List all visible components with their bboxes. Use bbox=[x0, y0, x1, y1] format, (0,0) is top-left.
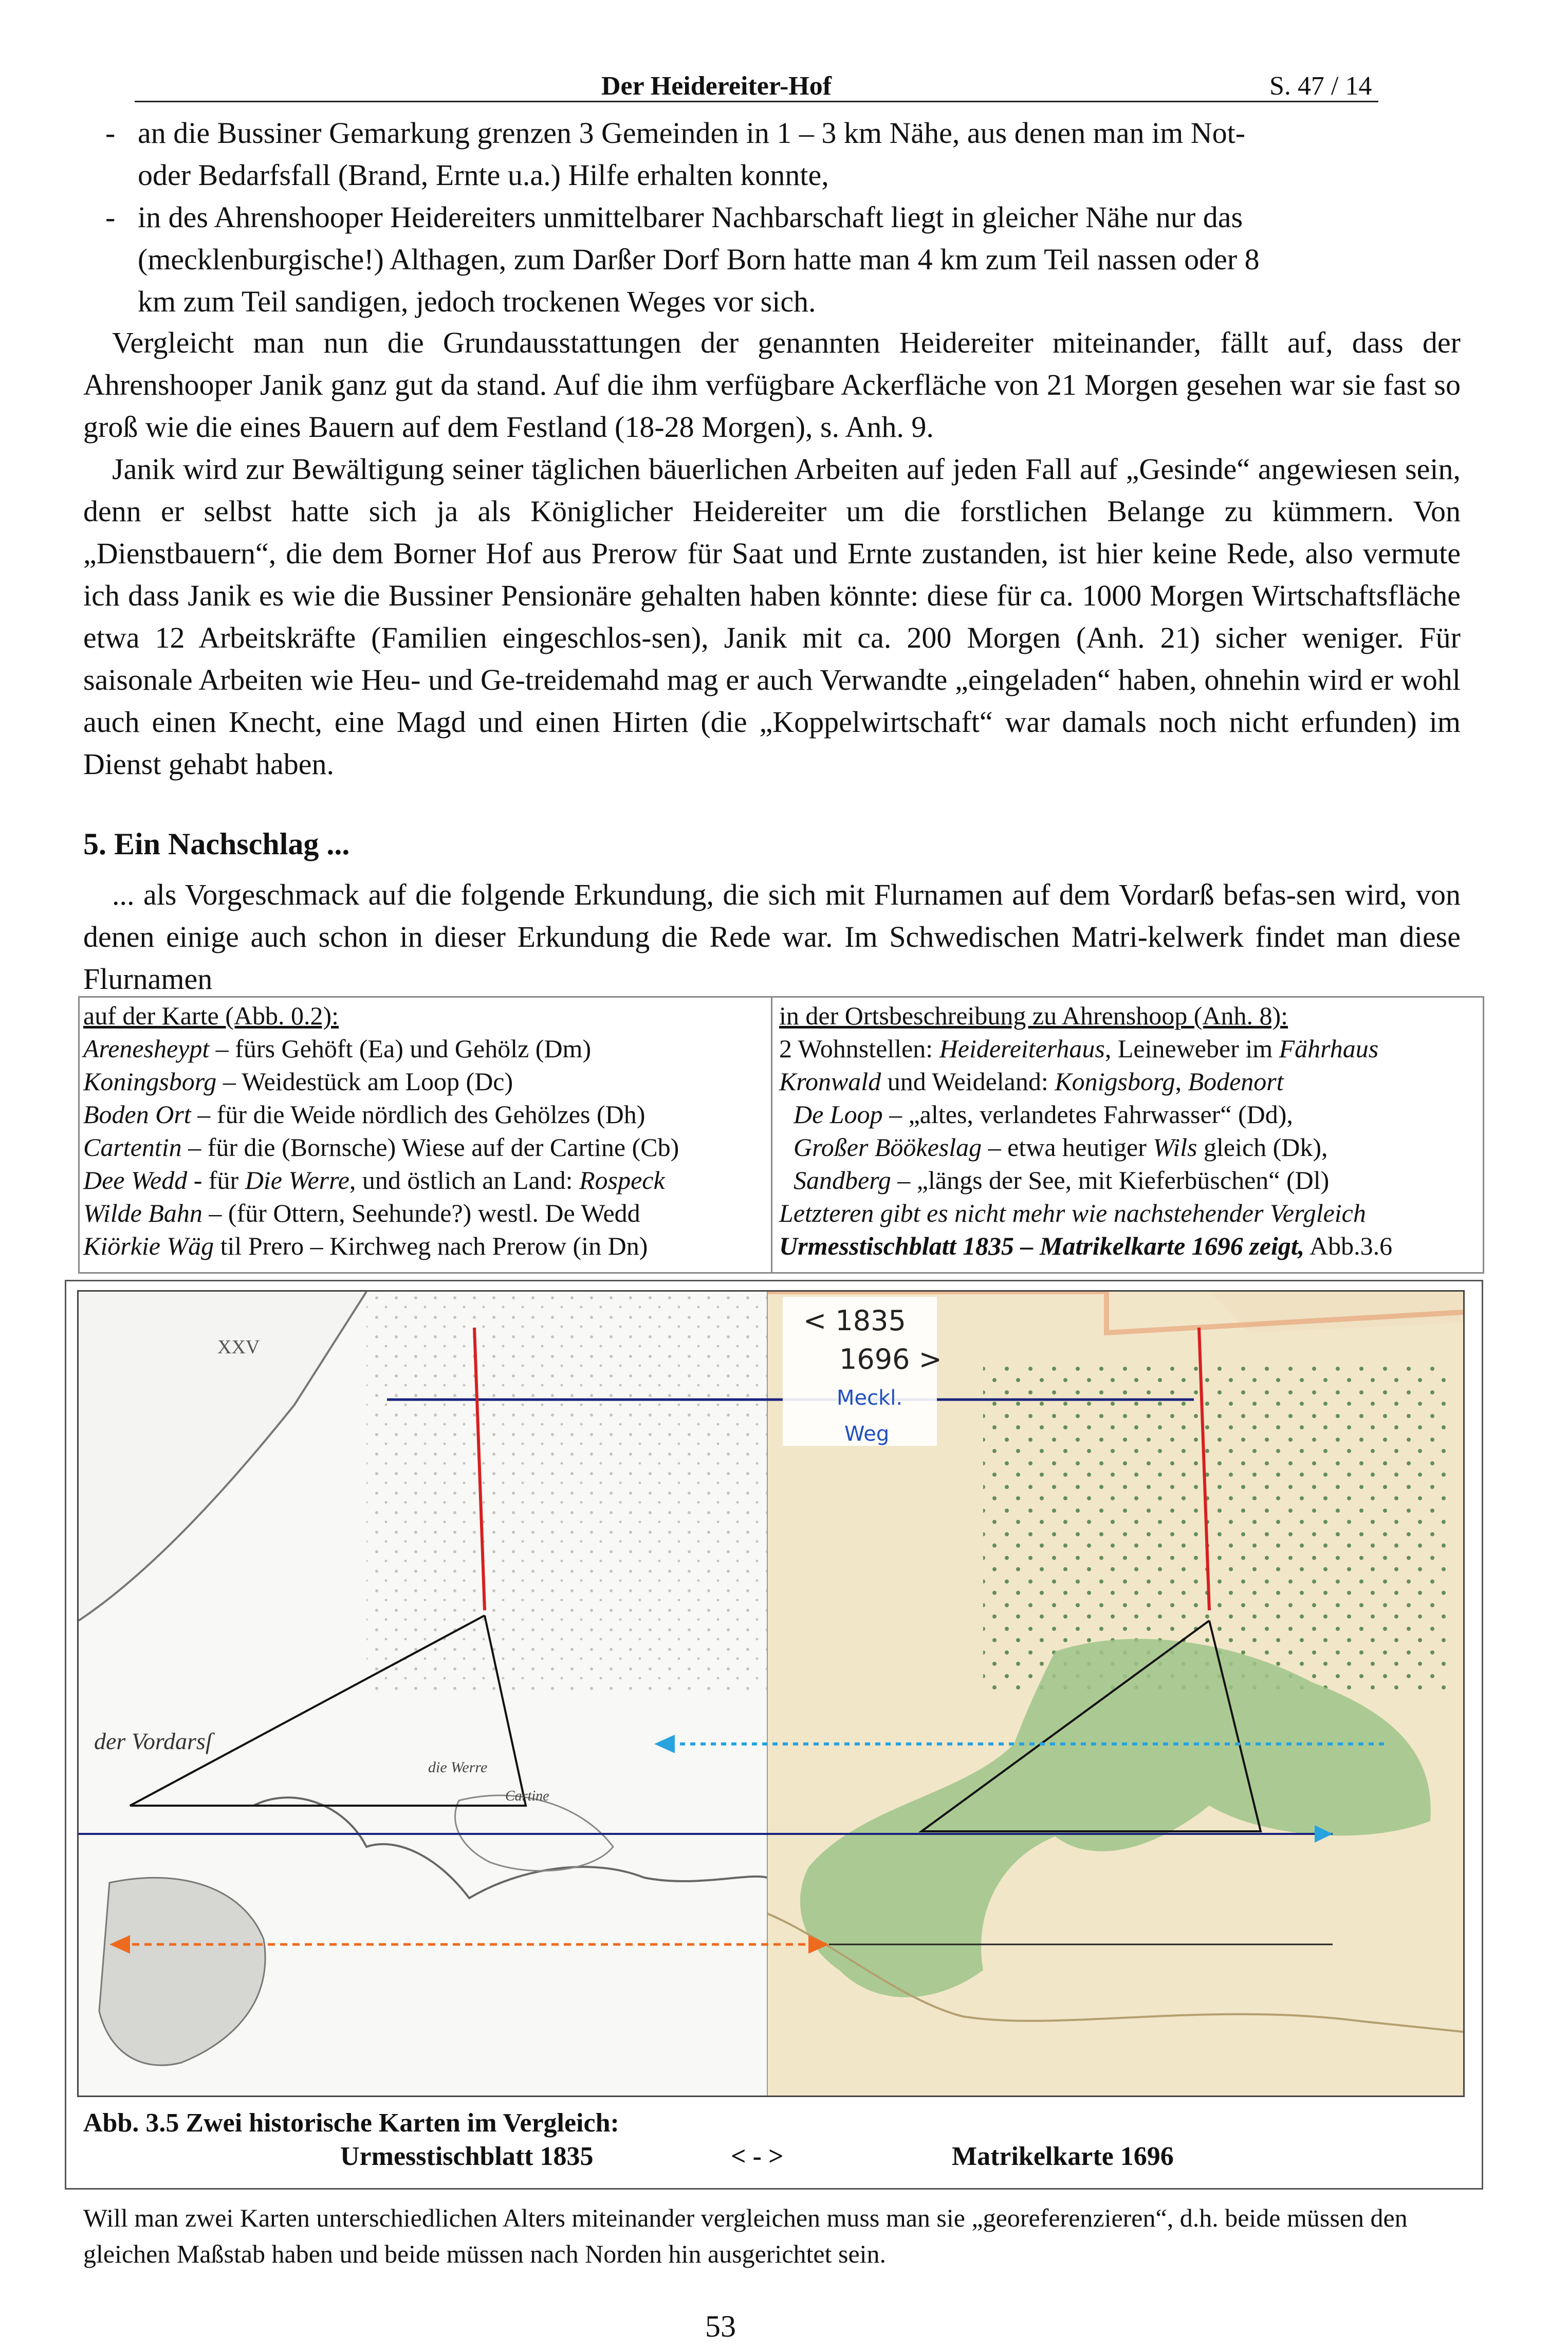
paragraph-gesinde: Janik wird zur Bewältigung seiner täglichen bäuerlichen Arbeiten auf jeden Fall auf „Gesinde“ angewiesen sein, denn er selbst hatte sich ja als Königlicher Heidereiter um die forstlichen Belange zu kümmern. Von „Dienstbauern“, die dem Borner Hof aus Prerow für Saat und Ernte zustanden, ist hier keine Rede, also vermute ich dass Janik es wie die Bussiner Pensionäre gehalten haben könnte: diese für ca. 1000 Morgen Wirtschaftsfläche etwa 12 Arbeitskräfte (Familien eingeschlos-sen), Janik mit ca. 200 Morgen (Anh. 21) sicher weniger. Für saisonale Arbeiten wie Heu- und Ge-treidemahd mag er auch Verwandte „eingeladen“ haben, ohnehin wird er wohl auch einen Knecht, eine Magd und einen Hirten (die „Koppelwirtschaft“ war damals noch nicht erfunden) im Dienst gehabt haben. bbox=[83, 452, 1461, 781]
table-row: Arenesheypt – fürs Gehöft (Ea) und Gehölz (Dm) bbox=[83, 1034, 592, 1063]
table-row: Dee Wedd - für Die Werre, und östlich an Land: Rospeck bbox=[83, 1166, 665, 1195]
running-header-title: Der Heidereiter-Hof bbox=[601, 71, 832, 101]
caption-arrow: < - > bbox=[731, 2142, 784, 2171]
caption-right-map: Matrikelkarte 1696 bbox=[952, 2142, 1174, 2171]
bullet-line: km zum Teil sandigen, jedoch trockenen Weges vor sich. bbox=[138, 285, 816, 318]
label-roman-numeral: XXV bbox=[217, 1336, 260, 1358]
bullet-item-2 bbox=[138, 196, 1438, 323]
header-rule bbox=[135, 101, 1378, 102]
paragraph-grundausstattung: Vergleicht man nun die Grundausstattungen der genannten Heidereiter miteinander, fällt auf, dass der Ahrenshooper Janik ganz gut da stand. Auf die ihm verfügbare Ackerfläche von 21 Morgen gesehen war sie fast so groß wie die eines Bauern auf dem Festland (18-28 Morgen), s. Anh. 9. bbox=[83, 326, 1461, 444]
table-row: Urmesstischblatt 1835 – Matrikelkarte 1696 zeigt, Abb.3.6 bbox=[779, 1232, 1393, 1260]
table-row: Kiörkie Wäg til Prero – Kirchweg nach Prerow (in Dn) bbox=[83, 1232, 648, 1260]
left-map-forest-pattern bbox=[366, 1292, 767, 1693]
table-row: Letzteren gibt es nicht mehr wie nachstehender Vergleich bbox=[779, 1199, 1366, 1227]
label-lt-1835: < 1835 bbox=[803, 1304, 906, 1337]
label-gt-1696: 1696 > bbox=[839, 1343, 942, 1375]
table-row: Boden Ort – für die Weide nördlich des Gehölzes (Dh) bbox=[83, 1100, 645, 1129]
bottom-note: Will man zwei Karten unterschiedlichen Alters miteinander vergleichen muss man sie „georeferenzieren“, d.h. beide müssen den gleichen Maßstab haben und beide müssen nach Norden hin ausgerichtet sein. bbox=[83, 2203, 1408, 2268]
bullet-line: an die Bussiner Gemarkung grenzen 3 Gemeinden in 1 – 3 km Nähe, aus denen man im Not- bbox=[138, 116, 1246, 150]
label-meckl: Meckl. bbox=[837, 1386, 903, 1410]
table-row: Kronwald und Weideland: Konigsborg, Bodenort bbox=[779, 1067, 1284, 1096]
map-comparison-figure bbox=[79, 1292, 1463, 2096]
figure-caption bbox=[83, 2107, 1471, 2139]
caption-left-map: Urmesstischblatt 1835 bbox=[340, 2142, 594, 2171]
label-cartine: Cartine bbox=[505, 1788, 549, 1804]
table-row: 2 Wohnstellen: Heidereiterhaus, Leineweber im Fährhaus bbox=[779, 1034, 1379, 1063]
table-row: Sandberg – „längs der See, mit Kieferbüschen“ (Dl) bbox=[794, 1166, 1330, 1195]
table-row: De Loop – „altes, verlandetes Fahrwasser“ (Dd), bbox=[794, 1100, 1293, 1129]
section-heading: 5. Ein Nachschlag ... bbox=[83, 827, 350, 861]
table-left-column bbox=[83, 999, 679, 1262]
right-column-heading: in der Ortsbeschreibung zu Ahrenshoop (Anh. 8): bbox=[779, 1001, 1288, 1030]
caption-title: Abb. 3.5 Zwei historische Karten im Vergleich: bbox=[83, 2108, 619, 2138]
table-divider bbox=[771, 996, 772, 1274]
label-vordarss: der Vordarsſ bbox=[94, 1728, 212, 1754]
bullet-line: (mecklenburgische!) Althagen, zum Darßer Dorf Born hatte man 4 km zum Teil nassen oder 8 bbox=[138, 243, 1260, 276]
bullet-dash: - bbox=[105, 200, 116, 234]
bullet-line: oder Bedarfsfall (Brand, Ernte u.a.) Hilfe erhalten konnte, bbox=[138, 158, 829, 192]
table-row: Cartentin – für die (Bornsche) Wiese auf der Cartine (Cb) bbox=[83, 1133, 679, 1162]
table-row: Großer Böökeslag – etwa heutiger Wils gleich (Dk), bbox=[794, 1133, 1328, 1162]
table-right-column bbox=[779, 999, 1392, 1262]
bullet-dash: - bbox=[105, 116, 116, 150]
left-column-heading: auf der Karte (Abb. 0.2): bbox=[83, 1001, 339, 1030]
running-header-page-ref: S. 47 / 14 bbox=[1269, 71, 1372, 101]
table-row: Koningsborg – Weidestück am Loop (Dc) bbox=[83, 1067, 513, 1096]
page-number: 53 bbox=[705, 2309, 736, 2343]
bullet-line: in des Ahrenshooper Heidereiters unmittelbarer Nachbarschaft liegt in gleicher Nähe nur das bbox=[138, 200, 1243, 234]
bullet-item-1 bbox=[138, 112, 1438, 196]
table-row: Wilde Bahn – (für Ottern, Seehunde?) westl. De Wedd bbox=[83, 1199, 640, 1227]
label-werre: die Werre bbox=[428, 1759, 488, 1776]
label-weg: Weg bbox=[844, 1422, 890, 1446]
paragraph-nachschlag: ... als Vorgeschmack auf die folgende Erkundung, die sich mit Flurnamen auf dem Vordarß befas-sen wird, von denen einige auch schon in dieser Erkundung die Rede war. Im Schwedischen Matri-kelwerk findet man diese Flurnamen bbox=[83, 878, 1461, 996]
